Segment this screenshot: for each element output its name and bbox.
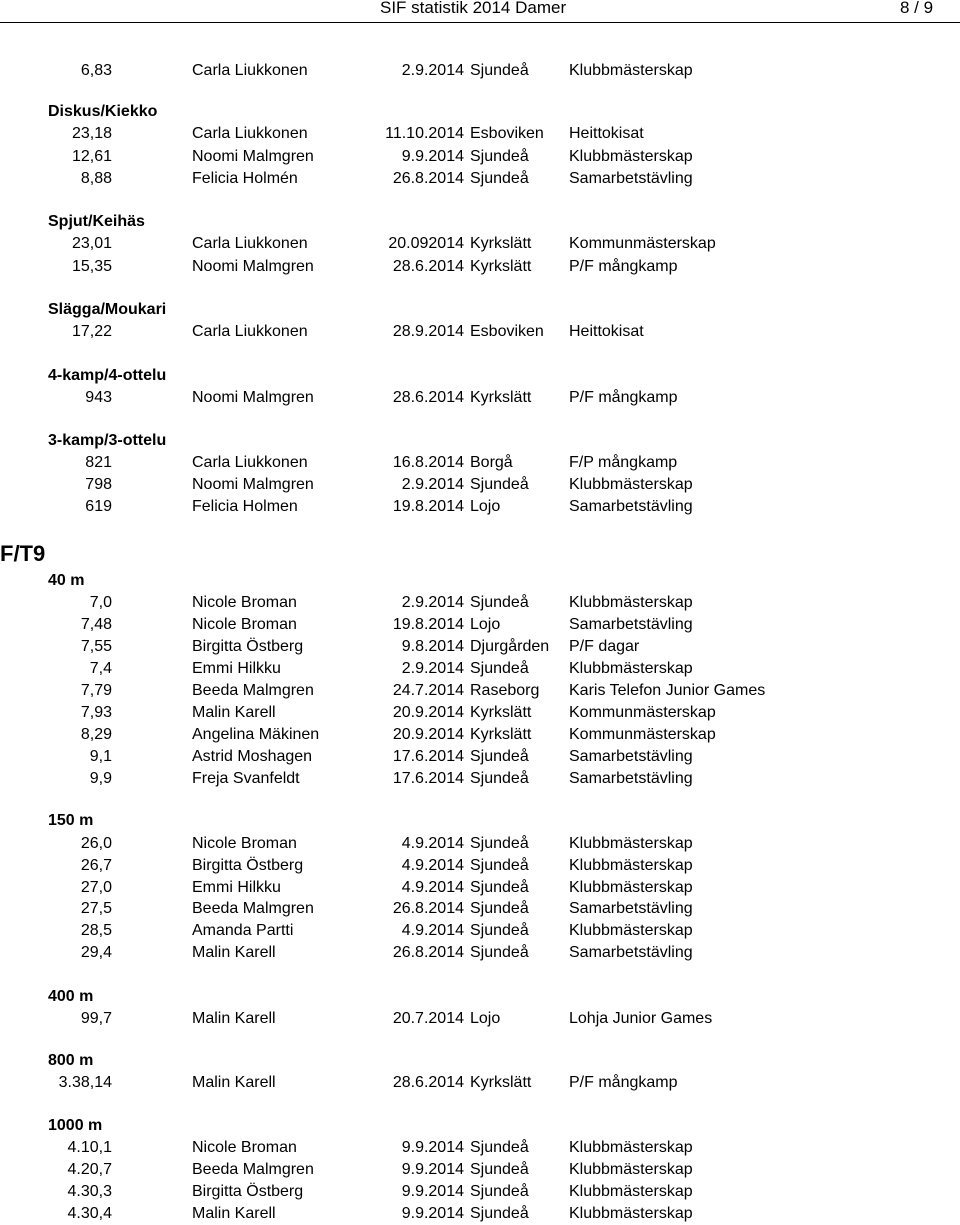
athlete-name: Angelina Mäkinen [192, 726, 320, 743]
event-heading: 400 m [48, 988, 94, 1005]
result-date: 9.8.2014 [401, 638, 464, 655]
result-row [0, 658, 960, 680]
result-place: Esboviken [470, 323, 544, 340]
result-place: Sjundeå [470, 770, 529, 787]
document-title: SIF statistik 2014 Damer [380, 0, 567, 17]
result-value: 4.20,7 [67, 1161, 112, 1178]
result-place: Sjundeå [470, 1139, 529, 1156]
result-event: F/P mångkamp [569, 454, 678, 471]
athlete-name: Noomi Malmgren [192, 258, 314, 275]
result-date: 17.6.2014 [392, 748, 464, 765]
result-value: 8,88 [80, 170, 112, 187]
athlete-name: Beeda Malmgren [192, 1161, 314, 1178]
result-event: Kommunmästerskap [569, 235, 716, 252]
athlete-name: Beeda Malmgren [192, 682, 314, 699]
result-place: Sjundeå [470, 748, 529, 765]
result-date: 19.8.2014 [392, 616, 464, 633]
athlete-name: Carla Liukkonen [192, 62, 308, 79]
athlete-name: Noomi Malmgren [192, 148, 314, 165]
result-event: Heittokisat [569, 125, 644, 142]
result-value: 8,29 [80, 726, 112, 743]
result-event: Klubbmästerskap [569, 660, 693, 677]
result-value: 798 [85, 476, 112, 493]
athlete-name: Carla Liukkonen [192, 235, 308, 252]
result-event: Klubbmästerskap [569, 1205, 693, 1222]
result-place: Lojo [470, 1010, 501, 1027]
event-heading: 3-kamp/3-ottelu [48, 432, 167, 449]
result-event: Klubbmästerskap [569, 879, 693, 896]
result-date: 26.8.2014 [392, 900, 464, 917]
result-value: 27,5 [80, 900, 112, 917]
result-value: 17,22 [71, 323, 112, 340]
result-value: 821 [85, 454, 112, 471]
result-value: 28,5 [80, 922, 112, 939]
result-event: Klubbmästerskap [569, 62, 693, 79]
result-value: 15,35 [71, 258, 112, 275]
result-place: Sjundeå [470, 944, 529, 961]
class-heading: F/T9 [0, 541, 46, 566]
result-row [0, 321, 960, 343]
result-place: Sjundeå [470, 857, 529, 874]
result-value: 7,4 [89, 660, 112, 677]
result-place: Kyrkslätt [470, 726, 532, 743]
athlete-name: Freja Svanfeldt [192, 770, 300, 787]
result-row [0, 680, 960, 702]
result-event: Samarbetstävling [569, 900, 693, 917]
result-event: Klubbmästerskap [569, 1139, 693, 1156]
result-event: Samarbetstävling [569, 170, 693, 187]
result-value: 26,7 [80, 857, 112, 874]
result-event: Samarbetstävling [569, 498, 693, 515]
result-row [0, 1008, 960, 1030]
athlete-name: Carla Liukkonen [192, 454, 308, 471]
result-date: 9.9.2014 [401, 1205, 464, 1222]
result-value: 7,48 [80, 616, 112, 633]
result-date: 28.9.2014 [392, 323, 464, 340]
result-value: 7,0 [89, 594, 112, 611]
result-date: 11.10.2014 [385, 125, 464, 142]
result-row [0, 833, 960, 855]
athlete-name: Felicia Holmen [192, 498, 298, 515]
result-place: Sjundeå [470, 1205, 529, 1222]
result-event: P/F mångkamp [569, 389, 678, 406]
result-event: Karis Telefon Junior Games [569, 682, 766, 699]
result-date: 20.092014 [388, 235, 464, 252]
result-date: 4.9.2014 [401, 835, 464, 852]
event-heading: Spjut/Keihäs [48, 213, 145, 230]
result-value: 619 [85, 498, 112, 515]
result-date: 9.9.2014 [401, 1161, 464, 1178]
result-event: Klubbmästerskap [569, 148, 693, 165]
result-event: Klubbmästerskap [569, 922, 693, 939]
result-row [0, 60, 960, 82]
result-date: 20.7.2014 [392, 1010, 464, 1027]
result-event: Samarbetstävling [569, 770, 693, 787]
result-value: 23,18 [71, 125, 112, 142]
result-event: P/F dagar [569, 638, 640, 655]
athlete-name: Astrid Moshagen [192, 748, 313, 765]
result-value: 3.38,14 [58, 1074, 112, 1091]
result-row [0, 452, 960, 474]
result-value: 4.30,3 [67, 1183, 112, 1200]
result-row [0, 724, 960, 746]
athlete-name: Nicole Broman [192, 1139, 297, 1156]
result-value: 23,01 [71, 235, 112, 252]
result-value: 7,79 [80, 682, 112, 699]
result-value: 943 [85, 389, 112, 406]
result-value: 9,9 [89, 770, 112, 787]
athlete-name: Birgitta Östberg [192, 857, 304, 874]
result-row [0, 496, 960, 518]
result-date: 28.6.2014 [392, 258, 464, 275]
result-date: 2.9.2014 [401, 62, 464, 79]
athlete-name: Malin Karell [192, 704, 276, 721]
athlete-name: Beeda Malmgren [192, 900, 314, 917]
result-value: 4.30,4 [67, 1205, 112, 1222]
athlete-name: Birgitta Östberg [192, 638, 304, 655]
athlete-name: Amanda Partti [192, 922, 294, 939]
athlete-name: Carla Liukkonen [192, 323, 308, 340]
result-date: 28.6.2014 [392, 389, 464, 406]
result-date: 26.8.2014 [392, 170, 464, 187]
athlete-name: Carla Liukkonen [192, 125, 308, 142]
result-row [0, 942, 960, 964]
result-place: Sjundeå [470, 476, 529, 493]
result-place: Djurgården [470, 638, 550, 655]
result-row [0, 123, 960, 145]
result-row [0, 1203, 960, 1225]
result-date: 9.9.2014 [401, 1183, 464, 1200]
result-date: 2.9.2014 [401, 476, 464, 493]
result-date: 17.6.2014 [392, 770, 464, 787]
result-date: 19.8.2014 [392, 498, 464, 515]
result-row [0, 592, 960, 614]
result-date: 26.8.2014 [392, 944, 464, 961]
result-value: 6,83 [80, 62, 112, 79]
result-place: Kyrkslätt [470, 1074, 532, 1091]
result-event: Heittokisat [569, 323, 644, 340]
result-event: Klubbmästerskap [569, 1183, 693, 1200]
result-place: Raseborg [470, 682, 540, 699]
result-row [0, 746, 960, 768]
result-place: Sjundeå [470, 148, 529, 165]
result-place: Sjundeå [470, 922, 529, 939]
result-row [0, 920, 960, 942]
athlete-name: Nicole Broman [192, 594, 297, 611]
result-date: 28.6.2014 [392, 1074, 464, 1091]
result-place: Lojo [470, 498, 501, 515]
result-date: 4.9.2014 [401, 879, 464, 896]
result-place: Sjundeå [470, 62, 529, 79]
athlete-name: Emmi Hilkku [192, 660, 281, 677]
result-row [0, 855, 960, 877]
athlete-name: Nicole Broman [192, 835, 297, 852]
result-value: 29,4 [80, 944, 112, 961]
result-value: 7,55 [80, 638, 112, 655]
result-date: 24.7.2014 [392, 682, 464, 699]
result-event: Samarbetstävling [569, 616, 693, 633]
result-date: 4.9.2014 [401, 922, 464, 939]
result-place: Sjundeå [470, 170, 529, 187]
result-event: Klubbmästerskap [569, 476, 693, 493]
result-row [0, 256, 960, 278]
athlete-name: Felicia Holmén [192, 170, 298, 187]
athlete-name: Noomi Malmgren [192, 389, 314, 406]
result-place: Sjundeå [470, 900, 529, 917]
result-place: Sjundeå [470, 660, 529, 677]
result-date: 20.9.2014 [392, 726, 464, 743]
event-heading: 1000 m [48, 1117, 103, 1134]
result-row [0, 768, 960, 790]
event-heading: 40 m [48, 572, 85, 589]
athlete-name: Malin Karell [192, 1205, 276, 1222]
event-heading: 4-kamp/4-ottelu [48, 367, 167, 384]
athlete-name: Nicole Broman [192, 616, 297, 633]
result-row [0, 898, 960, 920]
result-event: P/F mångkamp [569, 258, 678, 275]
result-row [0, 636, 960, 658]
result-value: 7,93 [80, 704, 112, 721]
result-value: 12,61 [71, 148, 112, 165]
result-row [0, 1181, 960, 1203]
result-place: Kyrkslätt [470, 258, 532, 275]
result-date: 9.9.2014 [401, 1139, 464, 1156]
result-place: Kyrkslätt [470, 389, 532, 406]
athlete-name: Emmi Hilkku [192, 879, 281, 896]
result-event: Lohja Junior Games [569, 1010, 713, 1027]
result-row [0, 387, 960, 409]
result-event: Klubbmästerskap [569, 594, 693, 611]
page-number: 8 / 9 [900, 0, 934, 17]
result-place: Sjundeå [470, 879, 529, 896]
athlete-name: Noomi Malmgren [192, 476, 314, 493]
result-value: 9,1 [89, 748, 112, 765]
result-row [0, 1072, 960, 1094]
result-value: 4.10,1 [67, 1139, 112, 1156]
event-heading: Diskus/Kiekko [48, 103, 158, 120]
result-place: Kyrkslätt [470, 704, 532, 721]
result-place: Sjundeå [470, 1161, 529, 1178]
event-heading: 150 m [48, 812, 94, 829]
result-date: 9.9.2014 [401, 148, 464, 165]
result-value: 27,0 [80, 879, 112, 896]
result-place: Sjundeå [470, 1183, 529, 1200]
athlete-name: Malin Karell [192, 944, 276, 961]
result-row [0, 1137, 960, 1159]
result-date: 4.9.2014 [401, 857, 464, 874]
result-event: Samarbetstävling [569, 944, 693, 961]
athlete-name: Malin Karell [192, 1074, 276, 1091]
result-place: Sjundeå [470, 835, 529, 852]
result-place: Borgå [470, 454, 513, 471]
result-row [0, 1159, 960, 1181]
result-event: Klubbmästerskap [569, 1161, 693, 1178]
result-row [0, 168, 960, 190]
result-place: Esboviken [470, 125, 544, 142]
result-event: Klubbmästerskap [569, 835, 693, 852]
result-date: 2.9.2014 [401, 660, 464, 677]
result-date: 2.9.2014 [401, 594, 464, 611]
result-row [0, 474, 960, 496]
result-place: Sjundeå [470, 594, 529, 611]
result-event: Kommunmästerskap [569, 704, 716, 721]
result-event: Kommunmästerskap [569, 726, 716, 743]
result-row [0, 702, 960, 724]
result-row [0, 614, 960, 636]
event-heading: Slägga/Moukari [48, 301, 167, 318]
result-row [0, 877, 960, 899]
result-place: Kyrkslätt [470, 235, 532, 252]
result-date: 20.9.2014 [392, 704, 464, 721]
result-value: 99,7 [80, 1010, 112, 1027]
athlete-name: Malin Karell [192, 1010, 276, 1027]
event-heading: 800 m [48, 1052, 94, 1069]
result-place: Lojo [470, 616, 501, 633]
result-date: 16.8.2014 [392, 454, 464, 471]
result-event: Klubbmästerskap [569, 857, 693, 874]
result-event: P/F mångkamp [569, 1074, 678, 1091]
athlete-name: Birgitta Östberg [192, 1183, 304, 1200]
result-row [0, 146, 960, 168]
result-event: Samarbetstävling [569, 748, 693, 765]
result-row [0, 233, 960, 255]
result-value: 26,0 [80, 835, 112, 852]
